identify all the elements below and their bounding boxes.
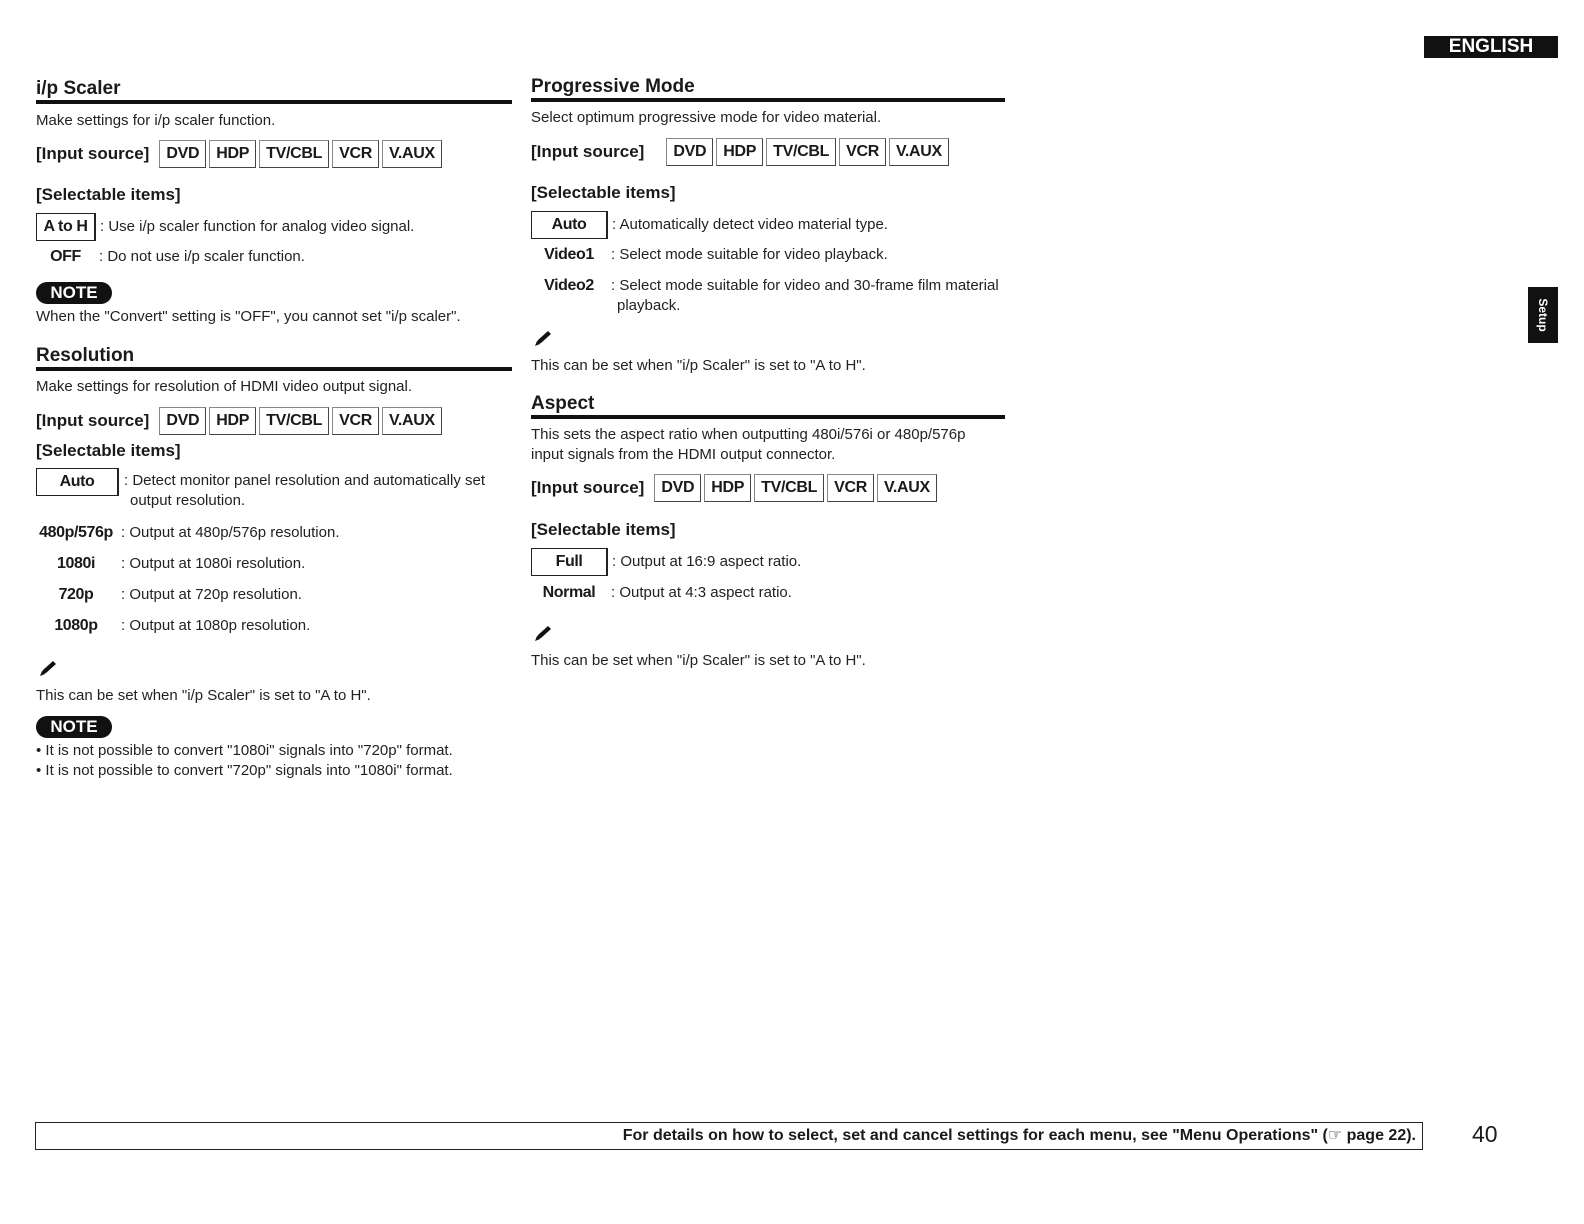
item-key: Video2	[544, 277, 594, 294]
footer-reference-box	[35, 1122, 1423, 1150]
resolution-item	[36, 615, 310, 637]
item-desc: : Select mode suitable for video playback.	[611, 246, 888, 263]
item-key: 1080p	[54, 617, 98, 634]
progressive-mode-description: Select optimum progressive mode for video material.	[531, 109, 882, 126]
source-chip-vaux: V.AUX	[889, 138, 949, 166]
source-chip-tvcbl: TV/CBL	[766, 138, 836, 166]
item-desc: : Use i/p scaler function for analog video signal.	[100, 218, 415, 235]
item-desc: : Detect monitor panel resolution and automatically set output resolution.	[124, 472, 486, 509]
source-chip-dvd: DVD	[654, 474, 701, 502]
item-desc: : Output at 720p resolution.	[121, 586, 302, 603]
resolution-memo-text: This can be set when "i/p Scaler" is set to "A to H".	[36, 687, 371, 704]
resolution-description: Make settings for resolution of HDMI video output signal.	[36, 378, 413, 395]
source-chip-vcr: VCR	[827, 474, 874, 502]
item-desc: : Output at 480p/576p resolution.	[121, 524, 340, 541]
resolution-item	[36, 584, 302, 606]
item-key: Video1	[544, 246, 594, 263]
item-desc: : Output at 1080i resolution.	[121, 555, 306, 572]
ip-scaler-selectable-label: [Selectable items]	[36, 185, 181, 204]
source-chip-vcr: VCR	[839, 138, 886, 166]
progressive-mode-item	[531, 275, 999, 316]
ip-scaler-input-source	[36, 140, 445, 168]
aspect-description-line: This sets the aspect ratio when outputting 480i/576i or 480p/576p	[531, 426, 966, 443]
input-source-label: [Input source]	[36, 144, 150, 163]
progressive-mode-selectable-label: [Selectable items]	[531, 183, 676, 202]
aspect-description-line: input signals from the HDMI output connector.	[531, 446, 836, 463]
ip-scaler-item	[36, 246, 305, 268]
input-source-label: [Input source]	[531, 142, 645, 161]
item-desc: : Output at 4:3 aspect ratio.	[611, 584, 792, 601]
source-chip-vaux: V.AUX	[382, 407, 442, 435]
source-chip-vcr: VCR	[332, 140, 379, 168]
source-chip-hdp: HDP	[704, 474, 751, 502]
input-source-label: [Input source]	[36, 411, 150, 430]
item-desc: : Automatically detect video material type.	[612, 216, 888, 233]
note-badge: NOTE	[36, 716, 112, 738]
ip-scaler-note-text: When the "Convert" setting is "OFF", you cannot set "i/p scaler".	[36, 308, 461, 325]
aspect-memo-text: This can be set when "i/p Scaler" is set to "A to H".	[531, 652, 866, 669]
progressive-mode-item	[531, 211, 888, 239]
resolution-note-line: • It is not possible to convert "720p" signals into "1080i" format.	[36, 762, 453, 779]
item-key: Auto	[531, 211, 608, 239]
footer-reference-text: For details on how to select, set and cancel settings for each menu, see "Menu Operations" (☞ page 22).	[622, 1127, 1416, 1144]
aspect-item	[531, 582, 792, 604]
language-tab: ENGLISH	[1424, 36, 1558, 58]
aspect-title: Aspect	[531, 393, 1005, 419]
setup-side-tab-label: Setup	[1536, 298, 1550, 332]
source-chip-tvcbl: TV/CBL	[259, 407, 329, 435]
source-chip-hdp: HDP	[209, 140, 256, 168]
item-key: A to H	[36, 213, 96, 241]
pencil-memo-icon	[38, 660, 58, 678]
item-key: Auto	[36, 468, 119, 496]
input-source-label: [Input source]	[531, 478, 645, 497]
resolution-input-source	[36, 407, 445, 435]
ip-scaler-title: i/p Scaler	[36, 78, 512, 104]
source-chip-vcr: VCR	[332, 407, 379, 435]
note-badge: NOTE	[36, 282, 112, 304]
progressive-mode-memo-text: This can be set when "i/p Scaler" is set to "A to H".	[531, 357, 866, 374]
source-chip-dvd: DVD	[159, 407, 206, 435]
source-chip-tvcbl: TV/CBL	[259, 140, 329, 168]
resolution-item	[36, 522, 340, 544]
aspect-item	[531, 548, 801, 576]
resolution-selectable-label: [Selectable items]	[36, 441, 181, 460]
item-key: Full	[531, 548, 608, 576]
item-key: 720p	[58, 586, 94, 603]
aspect-selectable-label: [Selectable items]	[531, 520, 676, 539]
item-key: OFF	[50, 248, 81, 265]
pencil-memo-icon	[533, 330, 553, 348]
item-desc: : Do not use i/p scaler function.	[99, 248, 305, 265]
setup-side-tab	[1528, 287, 1558, 343]
progressive-mode-input-source	[531, 138, 952, 166]
item-desc: : Select mode suitable for video and 30-frame film material playback.	[611, 277, 999, 314]
item-key: 480p/576p	[39, 524, 113, 541]
page-number: 40	[1472, 1121, 1498, 1147]
source-chip-hdp: HDP	[209, 407, 256, 435]
pencil-memo-icon	[533, 625, 553, 643]
source-chip-tvcbl: TV/CBL	[754, 474, 824, 502]
progressive-mode-item	[531, 244, 888, 266]
source-chip-hdp: HDP	[716, 138, 763, 166]
source-chip-dvd: DVD	[159, 140, 206, 168]
resolution-item	[36, 553, 305, 575]
ip-scaler-description: Make settings for i/p scaler function.	[36, 112, 276, 129]
progressive-mode-title: Progressive Mode	[531, 76, 1005, 102]
aspect-input-source	[531, 474, 940, 502]
source-chip-vaux: V.AUX	[382, 140, 442, 168]
item-desc: : Output at 16:9 aspect ratio.	[612, 553, 802, 570]
source-chip-dvd: DVD	[666, 138, 713, 166]
item-key: Normal	[542, 584, 596, 601]
item-key: 1080i	[56, 555, 96, 572]
ip-scaler-item	[36, 213, 414, 241]
resolution-title: Resolution	[36, 345, 512, 371]
source-chip-vaux: V.AUX	[877, 474, 937, 502]
resolution-item	[36, 468, 485, 511]
resolution-note-line: • It is not possible to convert "1080i" signals into "720p" format.	[36, 742, 453, 759]
item-desc: : Output at 1080p resolution.	[121, 617, 311, 634]
